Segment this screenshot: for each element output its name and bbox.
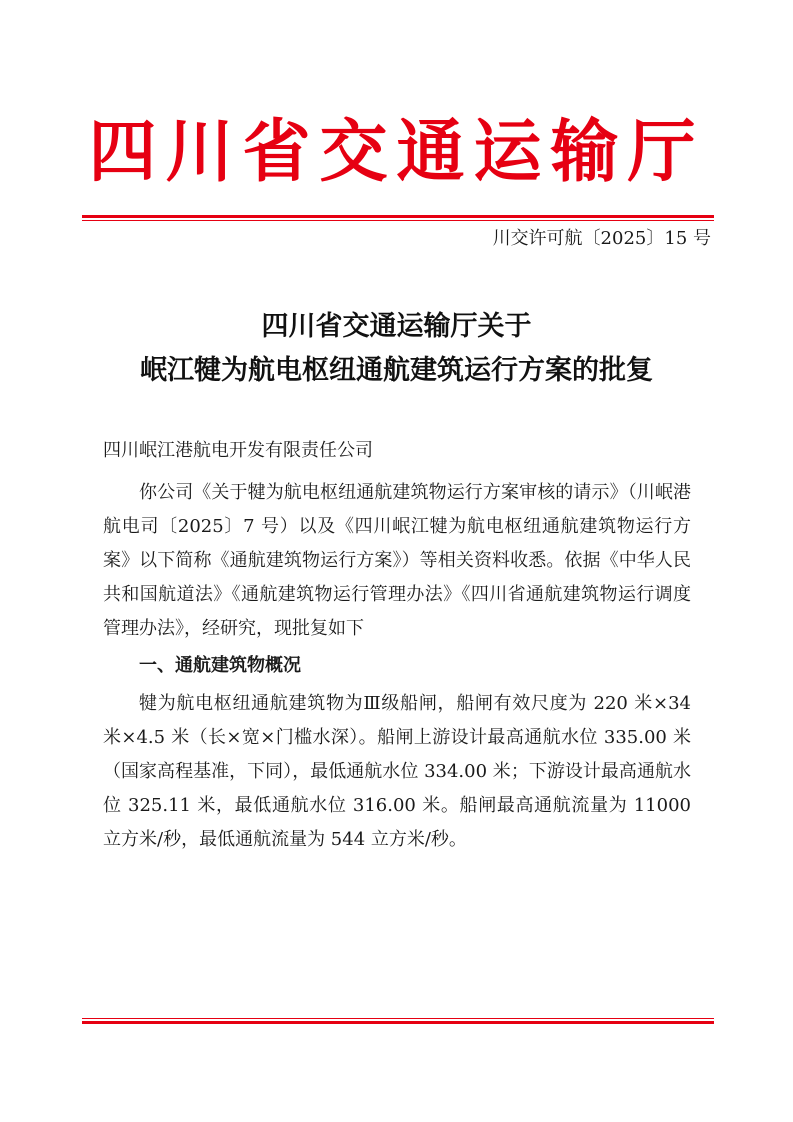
rule-thick-line <box>82 1021 714 1024</box>
recipient: 四川岷江港航电开发有限责任公司 <box>103 440 373 461</box>
title-line-1: 四川省交通运输厅关于 <box>261 311 532 342</box>
letterhead-red-rule <box>82 215 714 221</box>
rule-thin-line <box>82 220 714 221</box>
rule-thick-line <box>82 215 714 218</box>
document-body <box>103 476 691 857</box>
rule-thin-line <box>82 1018 714 1019</box>
document-title <box>60 305 733 393</box>
letterhead-org-name: 四川省交通运输厅 <box>88 112 705 192</box>
body-paragraph-2: 犍为航电枢纽通航建筑物为Ⅲ级船闸，船闸有效尺度为 220 米×34 米×4.5 米（长×宽×门槛水深）。船闸上游设计最高通航水位 335.00 米（国家高程基准，下同），最低通航水位 334.00 米；下游设计最高通航水位 325.11 米，最低通航水位 316.00 米。船闸最高通航流量为 11000 立方米/秒，最低通航流量为 544 立方米/秒。 <box>103 693 691 850</box>
footer-red-rule <box>82 1018 714 1024</box>
section-heading-1: 一、通航建筑物概况 <box>139 655 301 676</box>
body-paragraph-1: 你公司《关于犍为航电枢纽通航建筑物运行方案审核的请示》（川岷港航电司〔2025〕7 号）以及《四川岷江犍为航电枢纽通航建筑物运行方案》以下简称《通航建筑物运行方案》）等相关资料收悉。依据《中华人民共和国航道法》《通航建筑物运行管理办法》《四川省通航建筑物运行调度管理办法》，经研究，现批复如下 <box>103 482 691 639</box>
document-number: 川交许可航〔2025〕15 号 <box>492 228 711 249</box>
title-line-2: 岷江犍为航电枢纽通航建筑运行方案的批复 <box>140 355 653 386</box>
